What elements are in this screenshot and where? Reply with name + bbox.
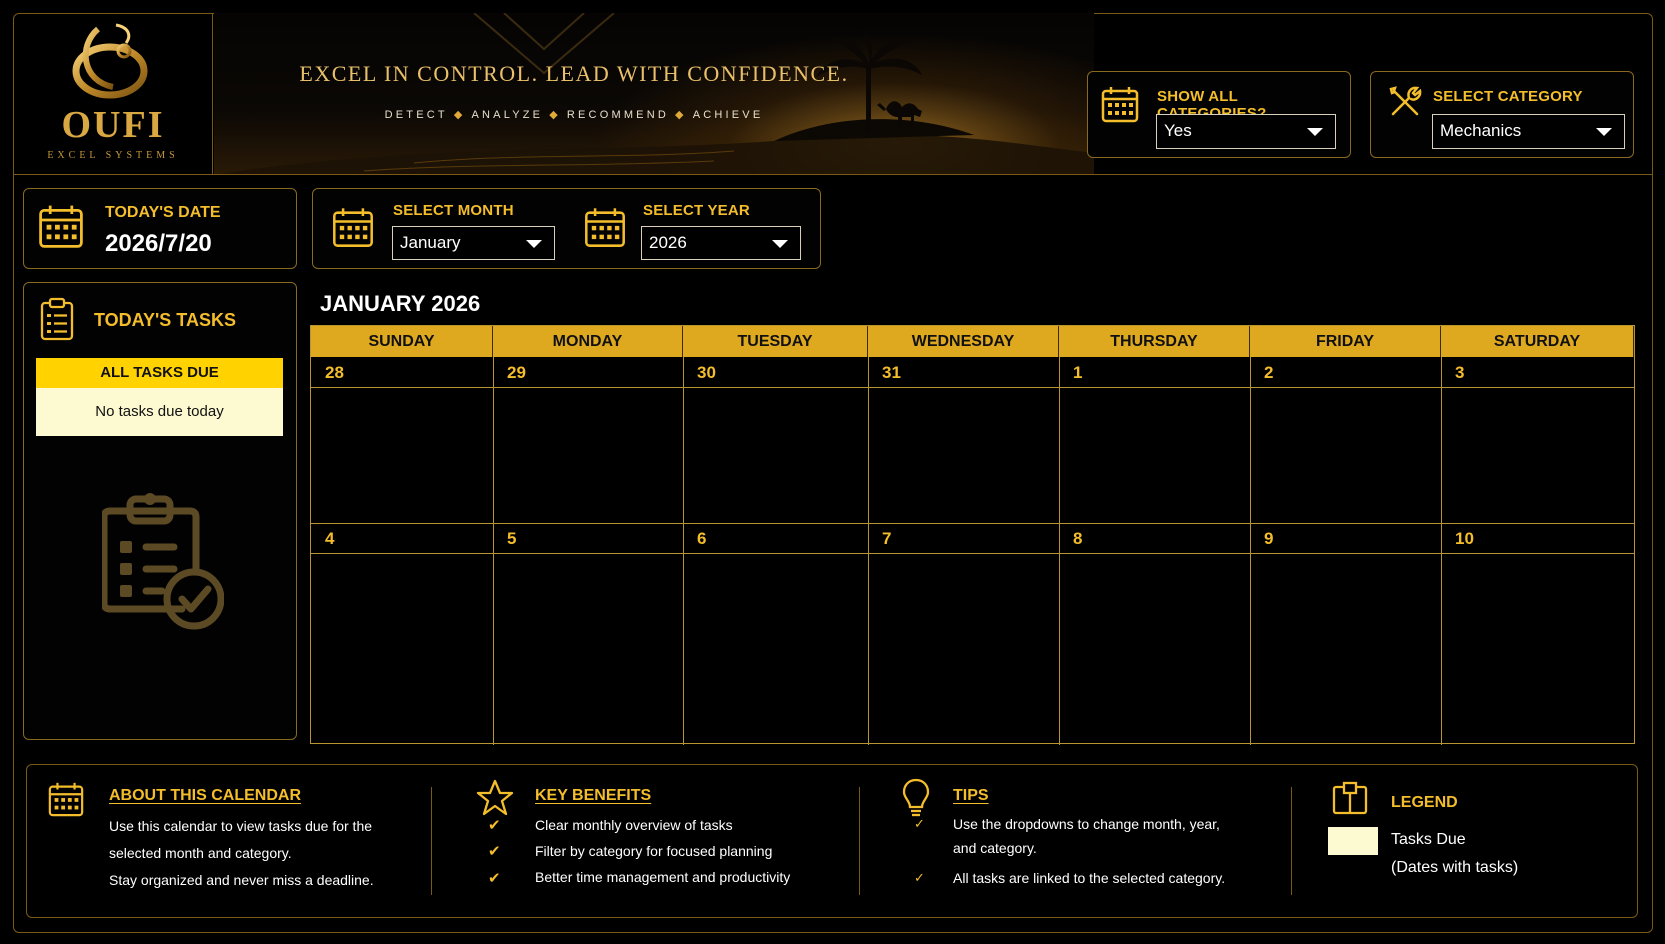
day-number: 28 [325, 363, 344, 382]
weekday-header: TUESDAY [683, 326, 868, 357]
clipboard-icon [39, 297, 75, 341]
tagline-word: ACHIEVE [692, 109, 764, 121]
calendar-day-cell[interactable] [868, 357, 1059, 523]
benefit-item: Better time management and productivity [535, 869, 791, 885]
footer-divider [431, 787, 432, 895]
calendar-day-cell[interactable] [493, 357, 683, 523]
weekday-header: SATURDAY [1441, 326, 1634, 357]
calendar-day-cell[interactable] [683, 357, 868, 523]
weekday-header: WEDNESDAY [868, 326, 1059, 357]
desert-scene-icon [214, 13, 1094, 175]
select-category-panel [1370, 71, 1634, 158]
day-number: 7 [882, 529, 892, 548]
brand-name: OUFI [61, 104, 165, 146]
select-month-label: SELECT MONTH [393, 202, 514, 219]
select-category-dropdown[interactable] [1432, 114, 1625, 149]
star-icon [476, 779, 514, 817]
calendar-day-cell[interactable] [1441, 357, 1634, 523]
footer [26, 764, 1638, 918]
check-icon: ✔ [488, 817, 501, 834]
tip-item: All tasks are linked to the selected category. [953, 870, 1226, 886]
todays-tasks-title: TODAY'S TASKS [94, 310, 236, 330]
about-text [109, 813, 374, 894]
calendar-day-cell[interactable] [683, 523, 868, 689]
legend-item-desc: (Dates with tasks) [1391, 859, 1519, 876]
chevron-down-icon [772, 240, 788, 248]
about-line: selected month and category. [109, 845, 292, 861]
day-number: 2 [1264, 363, 1274, 382]
weekday-header: MONDAY [493, 326, 683, 357]
benefit-item: Filter by category for focused planning [535, 843, 773, 859]
calendar-day-cell[interactable] [311, 357, 493, 523]
check-icon: ✓ [914, 816, 925, 831]
day-number: 5 [507, 529, 517, 548]
show-all-categories-label: SHOW ALL [1157, 88, 1238, 105]
banner-tagline: DETECT ◆ ANALYZE ◆ RECOMMEND ◆ ACHIEVE [384, 109, 764, 121]
clipboard-check-icon [102, 491, 224, 631]
day-number: 4 [325, 529, 335, 548]
select-year-label: SELECT YEAR [643, 202, 750, 219]
day-number: 10 [1455, 529, 1474, 548]
tips-title: TIPS [953, 787, 989, 804]
select-year-dropdown[interactable] [641, 226, 801, 260]
day-number: 3 [1455, 363, 1465, 382]
calendar-icon [583, 204, 627, 250]
day-number: 6 [697, 529, 707, 548]
todays-tasks-panel [23, 282, 297, 740]
brand-subtitle: EXCEL SYSTEMS [47, 150, 179, 161]
calendar-icon [331, 204, 375, 250]
show-all-categories-panel [1087, 71, 1351, 158]
legend-book-icon [1331, 781, 1369, 817]
calendar-day-cell[interactable] [1059, 357, 1250, 523]
check-icon: ✔ [488, 870, 501, 887]
show-all-categories-value: Yes [1164, 121, 1192, 140]
todays-date-panel [23, 188, 297, 269]
tagline-word: RECOMMEND [566, 109, 670, 121]
tip-line: Use the dropdowns to change month, year, [953, 816, 1220, 832]
footer-divider [859, 787, 860, 895]
logo [13, 13, 213, 175]
tip-line: and category. [953, 840, 1037, 856]
calendar-icon [47, 779, 85, 819]
about-title: ABOUT THIS CALENDAR [109, 787, 301, 804]
select-category-value: Mechanics [1440, 121, 1522, 140]
lightbulb-icon [901, 777, 931, 817]
day-number: 29 [507, 363, 526, 382]
banner-slogan: EXCEL IN CONTROL. LEAD WITH CONFIDENCE. [299, 61, 849, 86]
calendar-day-cell[interactable] [493, 523, 683, 689]
weekday-header: THURSDAY [1059, 326, 1250, 357]
check-icon: ✓ [914, 870, 925, 885]
month-year-panel [312, 188, 821, 269]
key-benefits-title: KEY BENEFITS [535, 787, 652, 804]
footer-divider [1291, 787, 1292, 895]
tagline-word: DETECT [384, 109, 448, 121]
chevron-down-icon [1307, 128, 1323, 136]
benefit-item: Clear monthly overview of tasks [535, 817, 733, 833]
about-line: Use this calendar to view tasks due for the [109, 818, 373, 834]
all-tasks-due-header: ALL TASKS DUE [36, 358, 283, 388]
todays-date-label: TODAY'S DATE [105, 204, 221, 221]
calendar-grid [310, 325, 1635, 744]
calendar-icon [1100, 84, 1140, 124]
legend-item-label: Tasks Due [1391, 831, 1466, 848]
banner [214, 13, 1094, 175]
calendar-icon [37, 201, 85, 251]
show-all-categories-dropdown[interactable] [1156, 114, 1336, 149]
day-number: 1 [1073, 363, 1083, 382]
calendar-day-cell[interactable] [311, 523, 493, 689]
logo-emblem-icon [68, 21, 158, 105]
chevron-down-icon [526, 240, 542, 248]
tagline-word: ANALYZE [471, 109, 544, 121]
calendar-day-cell[interactable] [1441, 523, 1634, 689]
weekday-header: FRIDAY [1250, 326, 1441, 357]
no-tasks-message: No tasks due today [36, 388, 283, 436]
benefits-list [535, 812, 790, 890]
weekday-header: SUNDAY [311, 326, 493, 357]
select-month-dropdown[interactable] [392, 226, 555, 260]
check-icon: ✔ [488, 843, 501, 860]
chevron-down-icon [1596, 128, 1612, 136]
calendar-day-cell[interactable] [1059, 523, 1250, 689]
calendar-day-cell[interactable] [1250, 357, 1441, 523]
about-line: Stay organized and never miss a deadline. [109, 872, 374, 888]
select-category-label: SELECT CATEGORY [1433, 88, 1583, 105]
calendar-day-cell[interactable] [868, 523, 1059, 689]
todays-date-value: 2026/7/20 [105, 230, 212, 257]
day-number: 8 [1073, 529, 1083, 548]
select-month-value: January [400, 233, 461, 252]
day-number: 30 [697, 363, 716, 382]
tools-icon [1387, 84, 1423, 120]
day-number: 31 [882, 363, 901, 382]
day-number: 9 [1264, 529, 1274, 548]
tip-item [953, 812, 1220, 860]
calendar-title: JANUARY 2026 [320, 291, 481, 316]
legend-swatch [1328, 827, 1378, 855]
select-year-value: 2026 [649, 233, 687, 252]
legend-title: LEGEND [1391, 794, 1458, 811]
calendar-day-cell[interactable] [1250, 523, 1441, 689]
